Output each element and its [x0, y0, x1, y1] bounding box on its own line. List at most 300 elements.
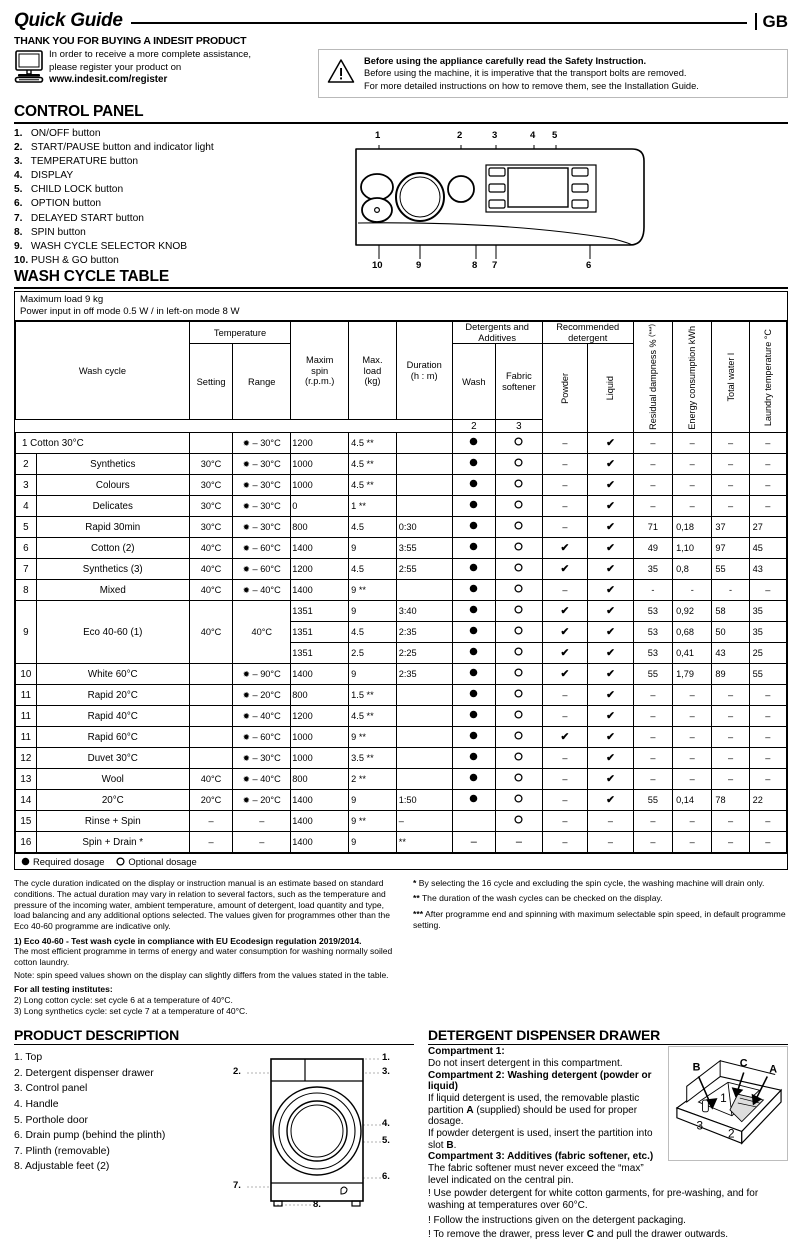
- footnotes-right: [413, 878, 788, 1020]
- cell-range: ✹ – 40°C: [233, 706, 291, 727]
- product-heading: PRODUCT DESCRIPTION: [14, 1026, 179, 1043]
- cell-max-spin: 1400: [291, 538, 349, 559]
- cell-water: –: [712, 433, 749, 454]
- cell-fabric: [496, 601, 543, 622]
- cell-liquid: ✔: [588, 727, 634, 748]
- cell-liquid: ✔: [588, 538, 634, 559]
- cell-max-spin: 1351: [291, 601, 349, 622]
- cell-wash: [452, 685, 495, 706]
- cell-energy: 0,18: [673, 517, 712, 538]
- cell-range: ✹ – 20°C: [233, 790, 291, 811]
- cell-max-spin: 1400: [291, 790, 349, 811]
- pd-callout-1: 1.: [382, 1052, 390, 1064]
- table-row: [16, 454, 787, 475]
- cell-max-spin: 800: [291, 685, 349, 706]
- cell-liquid: ✔: [588, 706, 634, 727]
- cell-cycle-name: 1 Cotton 30°C: [16, 433, 190, 454]
- cell-setting: 40°C: [189, 559, 232, 580]
- dispenser-note-3: ! To remove the drawer, press lever C and pull the drawer outwards.: [428, 1228, 728, 1240]
- cell-energy: 0,14: [673, 790, 712, 811]
- cell-dampness: 71: [633, 517, 672, 538]
- cell-duration: 2:35: [396, 664, 452, 685]
- cell-max-load: 9: [349, 601, 397, 622]
- product-section: [14, 1047, 414, 1219]
- pd-item-3: 3. Control panel: [14, 1083, 88, 1095]
- cell-dampness: –: [633, 748, 672, 769]
- cycle-duration-note: The cycle duration indicated on the display or instruction manual is an estimate based on standard conditions. The actual duration may vary in relation to several factors, such as the temperature and pressure of the incoming water, ambient temperature, amount of detergent, load quantity and type, load balancing and any additional options selected. The values given for programmes other than the Eco 40-60 programme are indicative only.: [14, 878, 390, 932]
- cell-setting: [189, 685, 232, 706]
- cell-energy: 1,10: [673, 538, 712, 559]
- cell-liquid: ✔: [588, 517, 634, 538]
- washing-machine-diagram: [229, 1047, 414, 1219]
- compartment-2-text-powder: If powder detergent is used, insert the partition into slot B.: [428, 1128, 653, 1151]
- cell-powder: ✔: [542, 664, 588, 685]
- cell-setting: 30°C: [189, 496, 232, 517]
- cp-callout-6: 6: [586, 260, 592, 272]
- cell-fabric: –: [496, 832, 543, 853]
- cell-dampness: 53: [633, 643, 672, 664]
- cell-cycle-number: 13: [16, 769, 37, 790]
- cell-cycle-name: Mixed: [36, 580, 189, 601]
- th-duration: Duration (h : m): [396, 322, 452, 420]
- cell-max-spin: 1351: [291, 643, 349, 664]
- dispenser-rule: [428, 1044, 788, 1046]
- pd-callout-7: 7.: [233, 1180, 241, 1192]
- cp-item-3: 3. TEMPERATURE button: [14, 156, 139, 168]
- th-residual-dampness: Residual dampness % (***): [633, 322, 672, 433]
- table-row: [16, 727, 787, 748]
- table-row: [16, 580, 787, 601]
- cell-cycle-number: 4: [16, 496, 37, 517]
- cell-cycle-number: 5: [16, 517, 37, 538]
- cell-fabric: [496, 685, 543, 706]
- cell-cycle-name: Delicates: [36, 496, 189, 517]
- cell-energy: 0,68: [673, 622, 712, 643]
- th-setting: Setting: [189, 344, 232, 420]
- cell-dampness: –: [633, 769, 672, 790]
- pd-item-7: 7. Plinth (removable): [14, 1145, 110, 1157]
- cell-water: 97: [712, 538, 749, 559]
- cell-max-load: 9 **: [349, 727, 397, 748]
- table-row: [16, 538, 787, 559]
- svg-text:B: B: [692, 1061, 701, 1074]
- table-row: [16, 790, 787, 811]
- cell-cycle-name: Rapid 30min: [36, 517, 189, 538]
- cell-setting: –: [189, 811, 232, 832]
- cell-water: –: [712, 685, 749, 706]
- institute-note-2: 2) Long cotton cycle: set cycle 6 at a temperature of 40°C.: [14, 995, 233, 1006]
- cell-water: 50: [712, 622, 749, 643]
- power-input-info: Power input in off mode 0.5 W / in left-on mode 8 W: [20, 306, 240, 318]
- th-total-water: Total water l: [712, 322, 749, 433]
- cell-dampness: 55: [633, 790, 672, 811]
- cell-dampness: 53: [633, 601, 672, 622]
- wash-table-rule: [14, 287, 788, 289]
- cell-powder: ✔: [542, 643, 588, 664]
- page-header: [14, 10, 788, 32]
- cell-wash: [452, 601, 495, 622]
- cell-water: 43: [712, 643, 749, 664]
- cell-range: ✹ – 20°C: [233, 685, 291, 706]
- cell-laundry-temp: 25: [749, 643, 786, 664]
- cell-max-spin: 1400: [291, 811, 349, 832]
- cell-liquid: ✔: [588, 790, 634, 811]
- cell-cycle-name: Rinse + Spin: [36, 811, 189, 832]
- cell-cycle-name: White 60°C: [36, 664, 189, 685]
- thank-you-text: THANK YOU FOR BUYING A INDESIT PRODUCT: [14, 35, 247, 47]
- cell-wash: [452, 748, 495, 769]
- cell-max-spin: 1200: [291, 706, 349, 727]
- cell-fabric: [496, 643, 543, 664]
- cell-cycle-number: 8: [16, 580, 37, 601]
- cell-duration: 0:30: [396, 517, 452, 538]
- cell-dampness: –: [633, 727, 672, 748]
- safety-warning-box: [318, 49, 788, 98]
- cell-duration: [396, 769, 452, 790]
- wash-table-heading: WASH CYCLE TABLE: [14, 267, 169, 285]
- cell-max-load: 3.5 **: [349, 748, 397, 769]
- cell-wash: [452, 811, 495, 832]
- warning-line-2: Before using the machine, it is imperative that the transport bolts are removed.: [364, 68, 687, 79]
- compartment-2-label: Compartment 2: Washing detergent (powder or liquid): [428, 1069, 652, 1093]
- cell-cycle-name: Rapid 60°C: [36, 727, 189, 748]
- cell-max-load: 9: [349, 664, 397, 685]
- cell-range: –: [233, 811, 291, 832]
- star-note-2: ** The duration of the wash cycles can be checked on the display.: [413, 893, 663, 904]
- cell-dampness: –: [633, 433, 672, 454]
- cell-wash: [452, 517, 495, 538]
- wash-cycle-table: [15, 321, 787, 853]
- cell-setting: [189, 727, 232, 748]
- legend-optional: Optional dosage: [116, 856, 196, 867]
- cell-laundry-temp: –: [749, 727, 786, 748]
- cell-setting: 40°C: [189, 538, 232, 559]
- cell-setting: 40°C: [189, 580, 232, 601]
- pd-callout-8: 8.: [313, 1199, 321, 1211]
- pd-callout-4: 4.: [382, 1118, 390, 1130]
- cell-powder: –: [542, 790, 588, 811]
- cell-water: –: [712, 811, 749, 832]
- table-row: [16, 706, 787, 727]
- cell-duration: [396, 748, 452, 769]
- cell-water: –: [712, 454, 749, 475]
- cell-cycle-name: Spin + Drain *: [36, 832, 189, 853]
- th-wash-number: 2: [452, 420, 495, 433]
- cell-setting: –: [189, 832, 232, 853]
- cell-cycle-number: 16: [16, 832, 37, 853]
- cell-wash: [452, 433, 495, 454]
- cell-laundry-temp: –: [749, 769, 786, 790]
- cell-powder: –: [542, 769, 588, 790]
- dispenser-note-2: ! Follow the instructions given on the detergent packaging.: [428, 1214, 686, 1226]
- footnotes-left: [14, 878, 399, 1020]
- cell-water: 89: [712, 664, 749, 685]
- cell-wash: [452, 643, 495, 664]
- cell-cycle-name: Duvet 30°C: [36, 748, 189, 769]
- cell-range: ✹ – 30°C: [233, 748, 291, 769]
- star-note-1: * By selecting the 16 cycle and excluding the spin cycle, the washing machine will drain only.: [413, 878, 765, 889]
- cell-duration: [396, 496, 452, 517]
- cell-wash: [452, 475, 495, 496]
- cell-energy: –: [673, 748, 712, 769]
- th-liquid: Liquid: [588, 344, 634, 433]
- compartment-1-text: Do not insert detergent in this compartment.: [428, 1057, 623, 1069]
- cp-callout-2: 2: [457, 130, 463, 142]
- safety-warning-text: [364, 55, 699, 92]
- table-row: [16, 811, 787, 832]
- cell-fabric: [496, 727, 543, 748]
- institutes-heading: For all testing institutes:: [14, 983, 113, 994]
- cell-liquid: ✔: [588, 748, 634, 769]
- cell-range: ✹ – 40°C: [233, 580, 291, 601]
- cell-cycle-name: Colours: [36, 475, 189, 496]
- table-row: [16, 475, 787, 496]
- th-powder: Powder: [542, 344, 588, 433]
- cell-range: ✹ – 30°C: [233, 517, 291, 538]
- cell-cycle-name: Wool: [36, 769, 189, 790]
- cell-duration: [396, 685, 452, 706]
- cell-liquid: ✔: [588, 643, 634, 664]
- cell-cycle-name: Rapid 20°C: [36, 685, 189, 706]
- cell-wash: [452, 580, 495, 601]
- cell-max-load: 1 **: [349, 496, 397, 517]
- cell-liquid: –: [588, 832, 634, 853]
- cell-energy: 0,92: [673, 601, 712, 622]
- cell-max-load: 9 **: [349, 811, 397, 832]
- cell-energy: –: [673, 496, 712, 517]
- cell-energy: –: [673, 475, 712, 496]
- cell-water: 58: [712, 601, 749, 622]
- control-panel-heading: CONTROL PANEL: [14, 103, 144, 121]
- cell-setting: 20°C: [189, 790, 232, 811]
- cell-max-load: 4.5: [349, 517, 397, 538]
- cell-liquid: ✔: [588, 664, 634, 685]
- cell-cycle-name: Eco 40-60 (1): [36, 601, 189, 664]
- cell-laundry-temp: –: [749, 706, 786, 727]
- cell-range: ✹ – 60°C: [233, 559, 291, 580]
- cell-fabric: [496, 517, 543, 538]
- compartment-2-text: If liquid detergent is used, the removable plastic partition A (supplied) should be used for proper dosage.: [428, 1092, 640, 1128]
- cell-cycle-name: 20°C: [36, 790, 189, 811]
- cell-water: –: [712, 475, 749, 496]
- cell-fabric: [496, 622, 543, 643]
- cell-max-load: 4.5 **: [349, 454, 397, 475]
- cell-cycle-number: 9: [16, 601, 37, 664]
- cell-powder: ✔: [542, 727, 588, 748]
- cell-powder: ✔: [542, 538, 588, 559]
- register-line-1: In order to receive a more complete assistance,: [49, 49, 252, 60]
- cell-dampness: –: [633, 706, 672, 727]
- control-panel-rule: [14, 122, 788, 124]
- cell-powder: ✔: [542, 601, 588, 622]
- cell-setting: 30°C: [189, 454, 232, 475]
- svg-text:2: 2: [728, 1127, 735, 1141]
- table-row: [16, 685, 787, 706]
- cell-liquid: ✔: [588, 496, 634, 517]
- cell-energy: –: [673, 685, 712, 706]
- table-row: [16, 748, 787, 769]
- cell-cycle-number: 11: [16, 706, 37, 727]
- footnotes-row: [14, 878, 788, 1020]
- cell-laundry-temp: –: [749, 496, 786, 517]
- cell-fabric: [496, 454, 543, 475]
- th-wash: Wash: [452, 344, 495, 420]
- cell-laundry-temp: –: [749, 811, 786, 832]
- cell-powder: –: [542, 454, 588, 475]
- cp-item-2: 2. START/PAUSE button and indicator light: [14, 142, 214, 154]
- cell-powder: –: [542, 433, 588, 454]
- header-rule: [131, 22, 747, 24]
- cell-fabric: [496, 769, 543, 790]
- th-wash-cycle: Wash cycle: [16, 322, 190, 420]
- register-url[interactable]: www.indesit.com/register: [49, 74, 168, 86]
- cell-laundry-temp: –: [749, 832, 786, 853]
- cell-powder: –: [542, 517, 588, 538]
- dispenser-heading: DETERGENT DISPENSER DRAWER: [428, 1026, 661, 1043]
- compartment-3-label: Compartment 3: Additives (fabric softener, etc.): [428, 1151, 654, 1163]
- dispenser-section: [428, 1046, 788, 1186]
- intro-row: [14, 49, 788, 98]
- th-recommended: Recommended detergent: [542, 322, 633, 344]
- control-panel-diagram: [344, 127, 788, 272]
- table-row: [16, 601, 787, 622]
- bottom-columns: [14, 1027, 788, 1240]
- cell-max-spin: 800: [291, 517, 349, 538]
- cell-dampness: -: [633, 580, 672, 601]
- product-list: [14, 1047, 229, 1219]
- cell-cycle-number: 2: [16, 454, 37, 475]
- pd-callout-5: 5.: [382, 1135, 390, 1147]
- cell-dampness: 53: [633, 622, 672, 643]
- cell-laundry-temp: –: [749, 454, 786, 475]
- legend-required: Required dosage: [21, 856, 104, 867]
- spin-speed-note: Note: spin speed values shown on the display can slightly differs from the values stated in the table.: [14, 969, 389, 980]
- cell-powder: ✔: [542, 559, 588, 580]
- cell-max-load: 9: [349, 790, 397, 811]
- cell-max-spin: 1000: [291, 748, 349, 769]
- cell-laundry-temp: –: [749, 685, 786, 706]
- cell-dampness: 49: [633, 538, 672, 559]
- pd-callout-2: 2.: [233, 1066, 241, 1078]
- cell-powder: ✔: [542, 622, 588, 643]
- cp-callout-7: 7: [492, 260, 498, 272]
- warning-headline: Before using the appliance carefully read the Safety Instruction.: [364, 56, 647, 66]
- cell-water: 55: [712, 559, 749, 580]
- cell-water: 78: [712, 790, 749, 811]
- cell-wash: [452, 496, 495, 517]
- th-max-load: Max. load (kg): [349, 322, 397, 420]
- cell-fabric: [496, 559, 543, 580]
- cell-max-load: 9: [349, 538, 397, 559]
- cell-energy: –: [673, 811, 712, 832]
- cell-fabric: [496, 664, 543, 685]
- cell-liquid: ✔: [588, 433, 634, 454]
- cell-range: 40°C: [233, 601, 291, 664]
- cell-dampness: 55: [633, 664, 672, 685]
- dispenser-drawer-image: [668, 1046, 788, 1161]
- table-legend: [15, 853, 787, 869]
- control-panel-list: [14, 127, 344, 268]
- cell-max-spin: 1400: [291, 580, 349, 601]
- pd-item-5: 5. Porthole door: [14, 1114, 88, 1126]
- cell-max-load: 4.5 **: [349, 706, 397, 727]
- cp-callout-9: 9: [416, 260, 422, 272]
- cell-liquid: ✔: [588, 475, 634, 496]
- cell-fabric: [496, 748, 543, 769]
- cell-wash: [452, 664, 495, 685]
- table-row: [16, 664, 787, 685]
- cell-max-load: 9: [349, 832, 397, 853]
- cp-item-5: 5. CHILD LOCK button: [14, 184, 124, 196]
- cell-liquid: ✔: [588, 601, 634, 622]
- cell-powder: –: [542, 706, 588, 727]
- cell-cycle-number: 7: [16, 559, 37, 580]
- cell-water: 37: [712, 517, 749, 538]
- cell-laundry-temp: –: [749, 580, 786, 601]
- cell-max-spin: 0: [291, 496, 349, 517]
- table-top-info: [15, 292, 787, 322]
- cell-range: ✹ – 30°C: [233, 496, 291, 517]
- th-max-spin: Maxim spin (r.p.m.): [291, 322, 349, 420]
- cell-powder: –: [542, 580, 588, 601]
- cell-wash: [452, 706, 495, 727]
- cell-max-load: 2.5: [349, 643, 397, 664]
- cell-duration: 3:55: [396, 538, 452, 559]
- cell-wash: [452, 769, 495, 790]
- cell-max-load: 4.5: [349, 622, 397, 643]
- cell-dampness: –: [633, 475, 672, 496]
- cell-water: –: [712, 769, 749, 790]
- cell-range: ✹ – 40°C: [233, 769, 291, 790]
- cell-water: –: [712, 727, 749, 748]
- register-line-2: please register your product on: [49, 61, 182, 73]
- cp-item-1: 1. ON/OFF button: [14, 128, 101, 140]
- cell-range: ✹ – 30°C: [233, 454, 291, 475]
- cell-duration: **: [396, 832, 452, 853]
- cell-water: –: [712, 496, 749, 517]
- cell-duration: [396, 454, 452, 475]
- cell-range: ✹ – 60°C: [233, 538, 291, 559]
- pd-callout-6: 6.: [382, 1171, 390, 1183]
- cell-liquid: –: [588, 811, 634, 832]
- cell-laundry-temp: 35: [749, 622, 786, 643]
- cp-callout-5: 5: [552, 130, 558, 142]
- cell-duration: [396, 433, 452, 454]
- cell-range: ✹ – 90°C: [233, 664, 291, 685]
- pd-callout-3: 3.: [382, 1066, 390, 1078]
- cell-wash: [452, 559, 495, 580]
- language-code: GB: [755, 13, 789, 30]
- cell-cycle-number: 11: [16, 685, 37, 706]
- cp-callout-4: 4: [530, 130, 536, 142]
- cell-fabric: [496, 538, 543, 559]
- cell-laundry-temp: –: [749, 748, 786, 769]
- cell-water: –: [712, 706, 749, 727]
- cell-fabric: [496, 790, 543, 811]
- cell-water: –: [712, 832, 749, 853]
- cell-fabric: [496, 475, 543, 496]
- cell-dampness: –: [633, 454, 672, 475]
- cell-setting: 30°C: [189, 517, 232, 538]
- cell-laundry-temp: 45: [749, 538, 786, 559]
- filled-circle-icon: [21, 857, 30, 866]
- cell-laundry-temp: –: [749, 433, 786, 454]
- warning-triangle-icon: [327, 58, 355, 84]
- svg-text:1: 1: [720, 1092, 727, 1106]
- cell-cycle-number: 11: [16, 727, 37, 748]
- compartment-3-text: The fabric softener must never exceed the “max” level indicated on the central pin.: [428, 1163, 644, 1186]
- cell-energy: –: [673, 832, 712, 853]
